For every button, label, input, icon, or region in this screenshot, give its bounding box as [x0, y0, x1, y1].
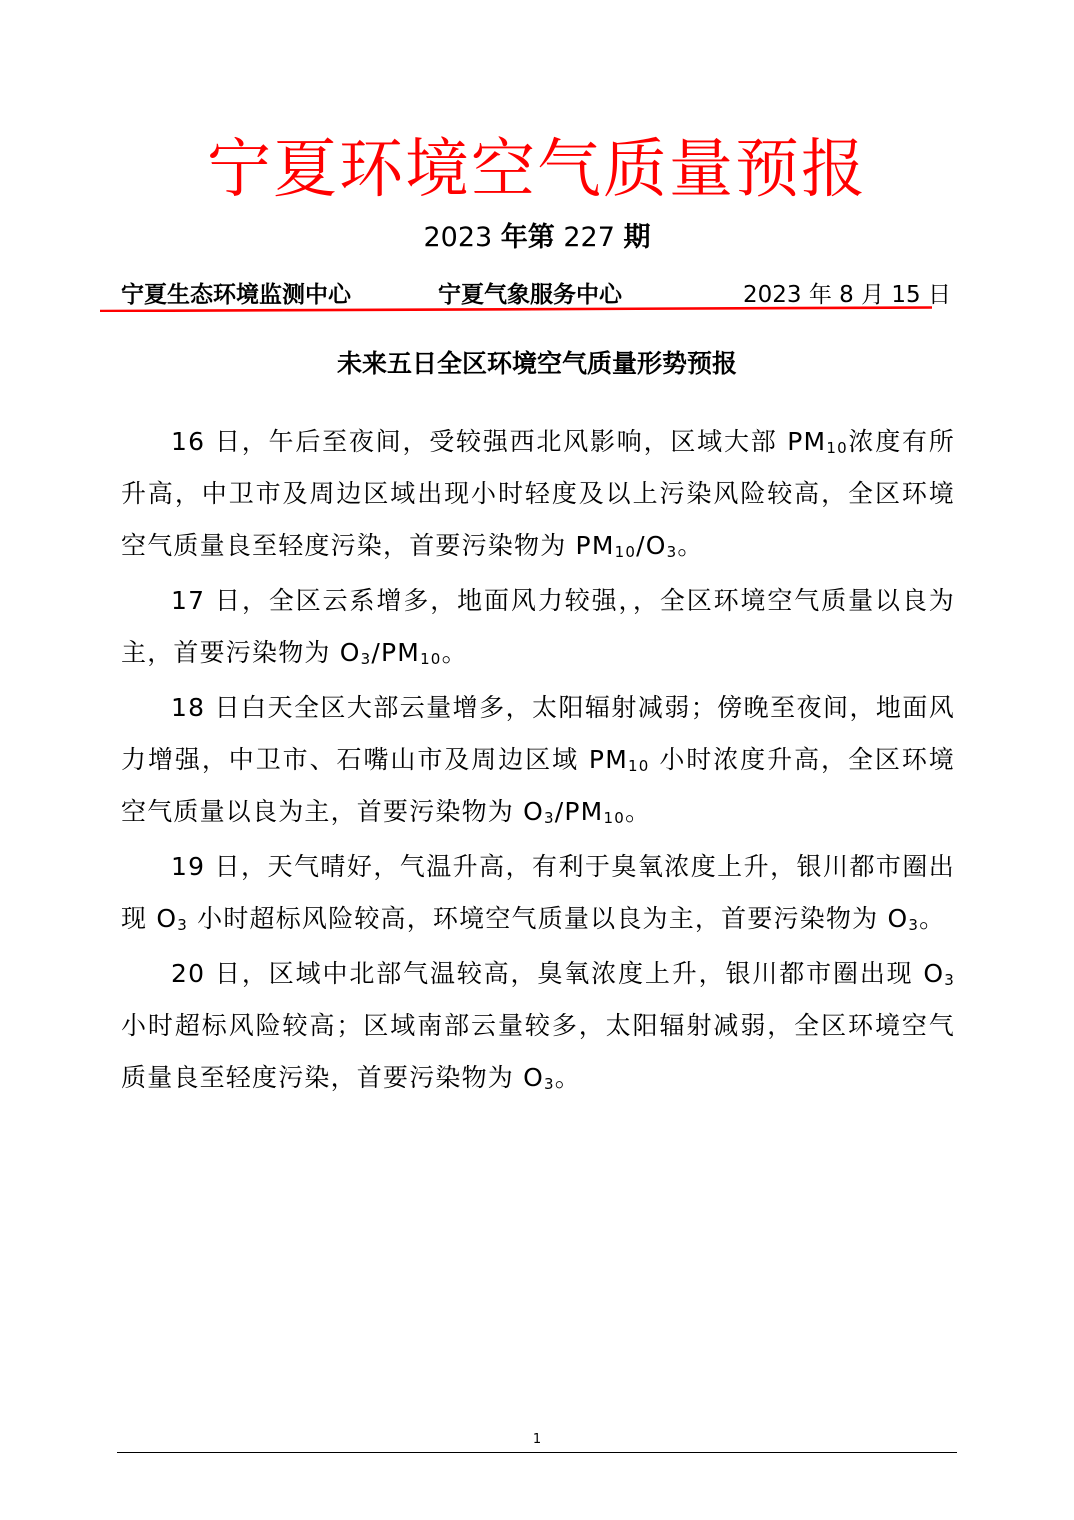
- issue-period-char: 期: [623, 222, 651, 253]
- paragraph-text: 16 日，午后至夜间，受较强西北风影响，区域大部 PM: [171, 427, 827, 456]
- forecast-paragraph-day-1: [121, 416, 955, 572]
- paragraph-text: 18 日白天全区大部云量增多，太阳辐射减弱；傍晚至夜间，地面风力增强，中卫市、石嘴山市及周边区域 PM: [121, 693, 955, 774]
- forecast-paragraph-day-3: [121, 682, 955, 838]
- subscript: 10: [614, 543, 637, 561]
- paragraph-text: /PM: [554, 797, 604, 826]
- issue-year: 2023: [423, 222, 493, 253]
- issue-line: [0, 220, 1074, 256]
- paragraph-text: 。: [677, 531, 704, 560]
- paragraph-text: 17 日，全区云系增多，地面风力较强，，全区环境空气质量以良为主，首要污染物为 O: [121, 586, 955, 667]
- paragraph-text: 浓度有所升高，中卫市及周边区域出现小时轻度及以上污染风险较高，全区环境空气质量良至轻度污染，首要污染物为 PM: [121, 427, 955, 560]
- subscript: 3: [544, 809, 555, 827]
- forecast-body: [121, 416, 955, 1107]
- org-monitoring-center: 宁夏生态环境监测中心: [121, 282, 351, 308]
- subscript: 10: [627, 757, 650, 775]
- red-divider-line: [100, 306, 932, 312]
- subscript: 3: [360, 650, 372, 668]
- forecast-paragraph-day-4: [121, 841, 955, 945]
- forecast-paragraph-day-2: [121, 575, 955, 679]
- masthead-title: 宁夏环境空气质量预报: [207, 133, 867, 207]
- paragraph-text: /PM: [371, 638, 421, 667]
- paragraph-text: 。: [919, 904, 946, 933]
- paragraph-text: 。: [441, 638, 468, 667]
- forecast-paragraph-day-5: [121, 948, 955, 1104]
- subscript: 3: [944, 971, 955, 989]
- section-title: 未来五日全区环境空气质量形势预报: [336, 349, 737, 378]
- paragraph-text: 。: [554, 1063, 581, 1092]
- issue-number: 227: [563, 222, 615, 253]
- paragraph-text: 小时浓度升高，全区环境空气质量以良为主，首要污染物为 O: [121, 745, 955, 826]
- subscript: 3: [666, 543, 678, 561]
- paragraph-text: 19 日，天气晴好，气温升高，有利于臭氧浓度上升，银川都市圈出现 O: [121, 852, 955, 933]
- paragraph-text: 20 日，区域中北部气温较高，臭氧浓度上升，银川都市圈出现 O: [171, 959, 945, 988]
- paragraph-text: /O: [636, 531, 667, 560]
- publish-date: 2023 年 8 月 15 日: [743, 282, 951, 308]
- org-meteorological-center: 宁夏气象服务中心: [438, 282, 622, 308]
- paragraph-text: 。: [624, 797, 652, 826]
- subscript: 3: [544, 1075, 555, 1093]
- paragraph-text: 小时超标风险较高；区域南部云量较多，太阳辐射减弱，全区环境空气质量良至轻度污染，首要污染物为 O: [121, 1011, 955, 1092]
- paragraph-text: 小时超标风险较高，环境空气质量以良为主，首要污染物为 O: [187, 904, 909, 933]
- subscript: 3: [177, 916, 188, 934]
- footer-divider: [117, 1452, 957, 1453]
- subscript: 3: [908, 916, 920, 934]
- subscript: 10: [603, 809, 625, 827]
- page-number: 1: [532, 1432, 542, 1447]
- subscript: 10: [420, 650, 442, 668]
- subscript: 10: [826, 439, 848, 457]
- issue-year-char: 年第: [500, 222, 555, 253]
